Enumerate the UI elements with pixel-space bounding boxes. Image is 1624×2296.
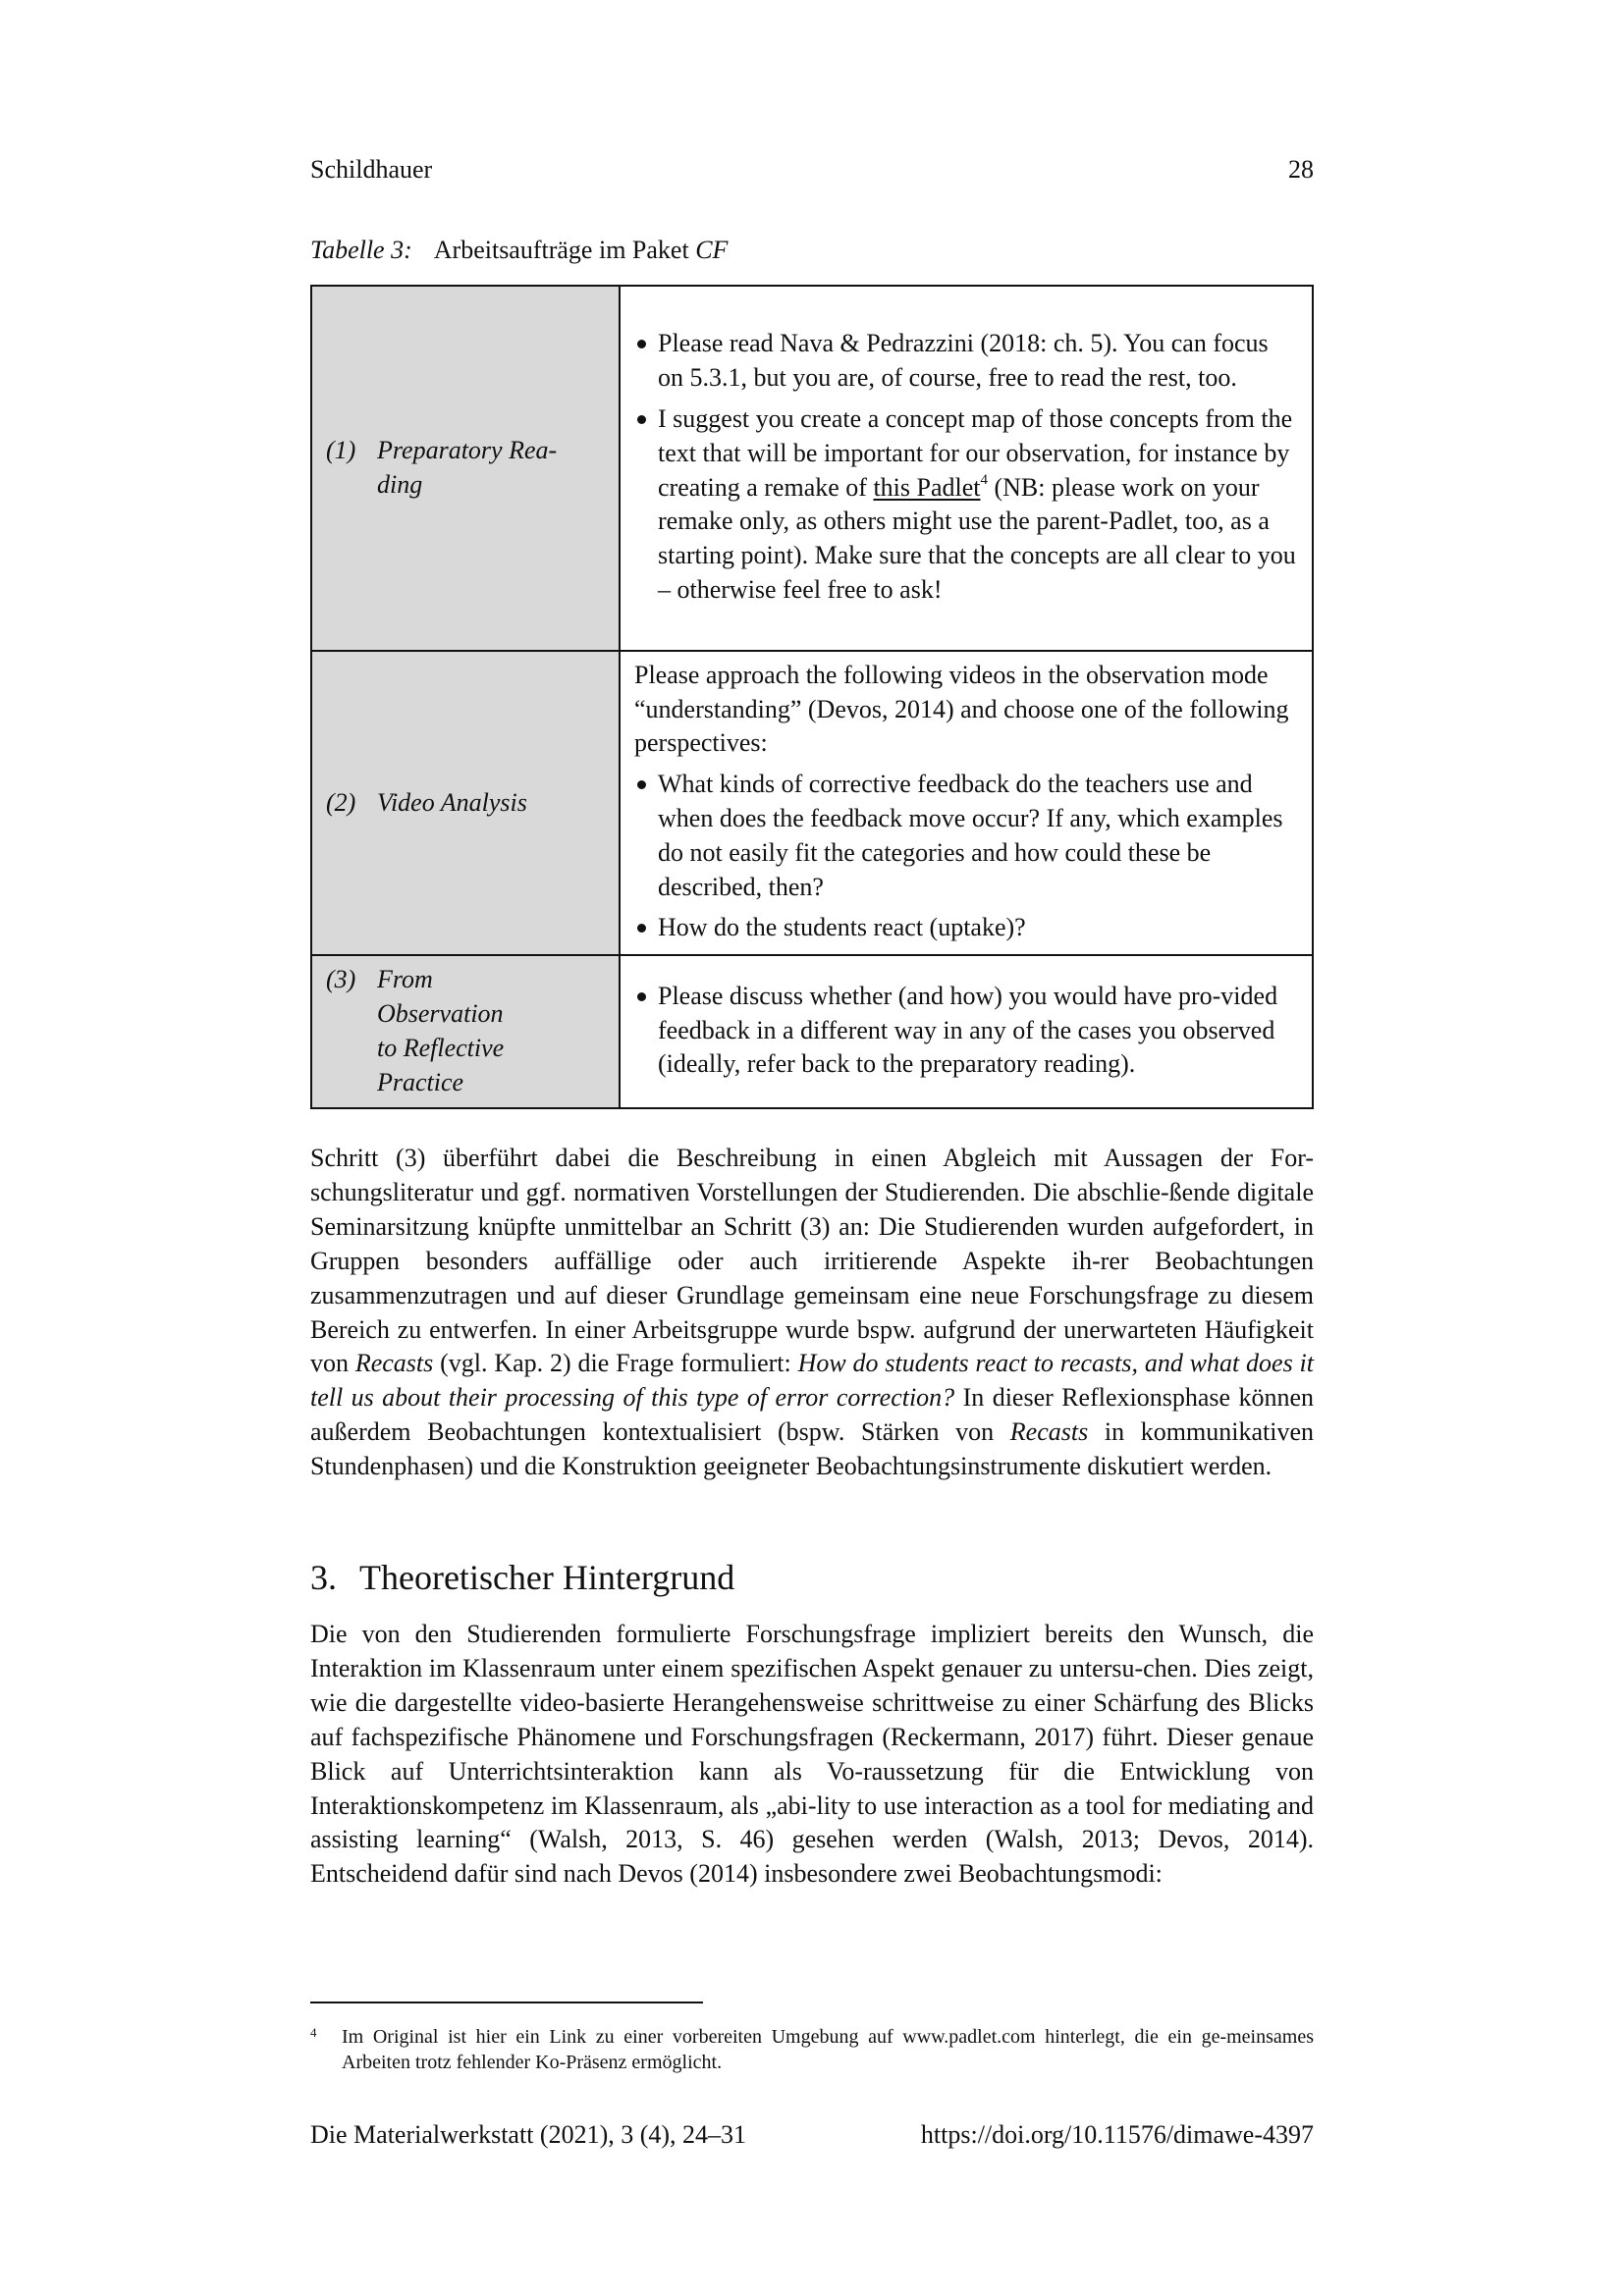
footnote-divider <box>310 2002 703 2003</box>
stage-label-cell <box>311 651 620 955</box>
task-item: How do the students react (uptake)? <box>634 911 1296 945</box>
table-row <box>311 955 1313 1108</box>
footnote-ref[interactable]: 4 <box>980 471 988 488</box>
stage-number: (1) <box>326 436 356 465</box>
table-row <box>311 651 1313 955</box>
table-caption-text: Arbeitsaufträge im Paket <box>433 236 696 264</box>
stage-task-cell <box>620 286 1313 651</box>
task-intro: Please approach the following videos in the observation mode “understanding” (Devos, 2014) and choose one of the following perspectives: <box>634 660 1289 758</box>
footnote-mark: 4 <box>310 2025 317 2040</box>
journal-citation: Die Materialwerkstatt (2021), 3 (4), 24–31 <box>310 2120 747 2149</box>
research-question: How do students react to recasts, and what does it tell us about their processing of this type of error correction? <box>310 1349 1315 1413</box>
running-head-author: Schildhauer <box>310 155 433 184</box>
task-item: What kinds of corrective feedback do the teachers use and when does the feedback move occur? If any, which examples do not easily fit the categories and how could these be described, then? <box>634 768 1296 904</box>
document-page <box>310 0 1314 2296</box>
page-footer <box>310 2118 1314 2152</box>
table-caption <box>310 234 728 267</box>
stage-name: Preparatory Rea- ding <box>377 436 558 499</box>
section-number: 3. <box>310 1558 337 1597</box>
assignment-table <box>310 285 1314 1109</box>
task-list <box>634 327 1296 607</box>
doi-link[interactable]: https://doi.org/10.11576/dimawe-4397 <box>920 2120 1314 2149</box>
stage-task-cell <box>620 955 1313 1108</box>
page-number: 28 <box>1288 155 1314 184</box>
task-item: Please read Nava & Pedrazzini (2018: ch. 5). You can focus on 5.3.1, but you are, of course, free to read the rest, too. <box>634 327 1296 396</box>
term-recasts: Recasts <box>1009 1417 1089 1447</box>
stage-label-cell <box>311 955 620 1108</box>
stage-number: (3) <box>326 965 356 994</box>
task-item: Please discuss whether (and how) you would have pro-vided feedback in a different way in any of the cases you observed (ideally, refer back to the preparatory reading). <box>634 980 1296 1082</box>
stage-label-cell <box>311 286 620 651</box>
footnote <box>310 2024 1314 2075</box>
body-paragraph: Schritt (3) überführt dabei die Beschreibung in einen Abgleich mit Aussagen der For-schungsliteratur und ggf. normativen Vorstellungen der Studierenden. Die abschlie-ßende digitale Seminarsitzung knüpfte unmittelbar an Schritt (3) an: Die Studierenden wurden aufgefordert, in Gruppen besonders auffällige oder auch irritierende Aspekte ih-rer Beobachtungen zusammenzutragen und auf dieser Grundlage gemeinsam eine neue Forschungsfrage zu diesem Bereich zu entwerfen. In einer Arbeitsgruppe wurde bspw. aufgrund der unerwarteten Häufigkeit von Recasts (vgl. Kap. 2) die Frage formuliert: How do students react to recasts, and what does it tell us about their processing of this type of error correction? In dieser Reflexionsphase können außerdem Beobachtungen kontextualisiert (bspw. Stärken von Recasts in kommunikativen Stundenphasen) und die Konstruktion geeigneter Beobachtungsinstrumente diskutiert werden. <box>310 1144 1315 1481</box>
body-paragraph: Die von den Studierenden formulierte Forschungsfrage impliziert bereits den Wunsch, die Interaktion im Klassenraum unter einem spezifischen Aspekt genauer zu untersu-chen. Dies zeigt, wie die dargestellte video-basierte Herangehensweise schrittweise zu einer Schärfung des Blicks auf fachspezifische Phänomene und Forschungsfragen (Reckermann, 2017) führt. Dieser genaue Blick auf Unterrichtsinteraktion kann als Vo-raussetzung für die Entwicklung von Interaktionskompetenz im Klassenraum, als „abi-lity to use interaction as a tool for mediating and assisting learning“ (Walsh, 2013, S. 46) gesehen werden (Walsh, 2013; Devos, 2014). Entscheidend dafür sind nach Devos (2014) insbesondere zwei Beobachtungsmodi: <box>310 1620 1314 1889</box>
table-caption-label: Tabelle 3: <box>310 236 412 264</box>
padlet-link[interactable]: this Padlet <box>873 472 981 502</box>
task-list <box>634 980 1296 1082</box>
stage-name: Video Analysis <box>377 787 527 817</box>
table-row <box>311 286 1313 651</box>
task-list <box>634 768 1296 945</box>
term-recasts: Recasts <box>354 1349 434 1378</box>
section-heading <box>310 1556 734 1599</box>
stage-name: From Observation to Reflective Practice <box>377 965 505 1096</box>
stage-task-cell <box>620 651 1313 955</box>
section-title: Theoretischer Hintergrund <box>359 1558 735 1597</box>
footnote-text: Im Original ist hier ein Link zu einer vorbereiten Umgebung auf www.padlet.com hinterlegt, die ein ge-meinsames Arbeiten trotz fehlender Ko-Präsenz ermöglicht. <box>342 2026 1314 2073</box>
task-item: I suggest you create a concept map of those concepts from the text that will be important for our observation, for instance by creating a remake of this Padlet$^4$ (NB: please work on your remake only, as others might use the parent-Padlet, too, as a starting point). Make sure that the concepts are all clear to you – otherwise feel free to ask! <box>634 402 1296 608</box>
stage-number: (2) <box>326 787 356 817</box>
table-caption-italic: CF <box>695 236 729 264</box>
running-head <box>310 153 1314 187</box>
